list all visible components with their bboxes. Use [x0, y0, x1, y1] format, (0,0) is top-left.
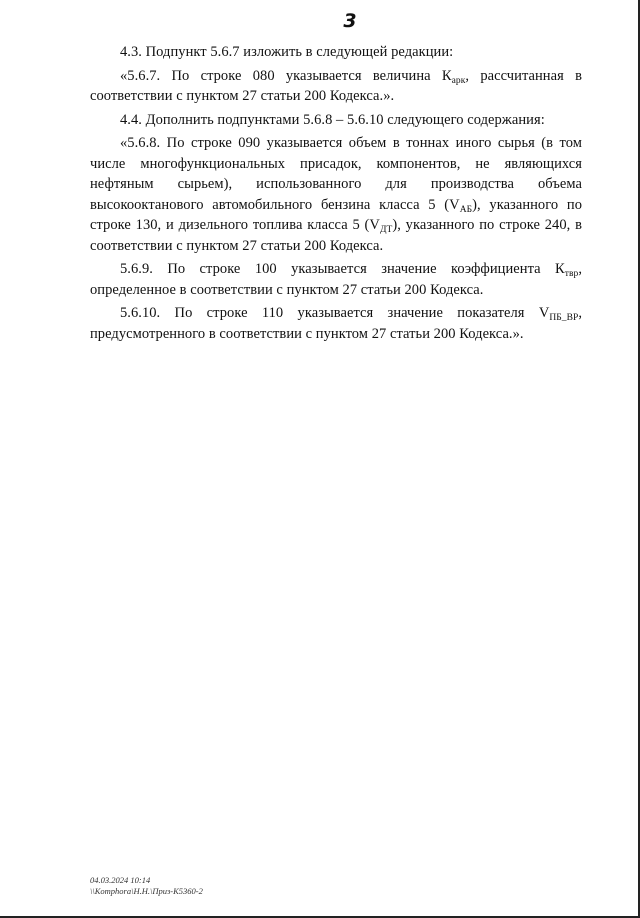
subscript: ПБ_ВР: [549, 313, 579, 323]
paragraph-4-3: [90, 42, 582, 63]
paragraph-5-6-10: [90, 303, 582, 344]
paragraph-5-6-9: [90, 259, 582, 300]
paragraph-text: «5.6.8. По строке 090 указывается объем в тоннах иного сырья (в том числе многофункциональных присадок, компонентов, не являющихся нефтяным сырьем), использованного для производства объема высокооктанового автомобильного бензина класса 5 (V: [90, 135, 582, 213]
paragraph-text: , предусмотренного в соответствии с пунктом 27 статьи 200 Кодекса.».: [90, 305, 582, 342]
paragraph-4-4: [90, 110, 582, 131]
paragraph-text: 4.3. Подпункт 5.6.7 изложить в следующей редакции:: [120, 44, 454, 60]
paragraph-text: , рассчитанная в соответствии с пунктом 27 статьи 200 Кодекса.».: [90, 67, 582, 104]
paragraph-5-6-7: [90, 66, 582, 107]
document-body: [90, 42, 582, 347]
subscript: твр: [564, 269, 579, 279]
footer-file-path: \\Komphora\Н.Н.\Приз-К5360-2: [90, 886, 203, 896]
subscript: АБ: [459, 204, 473, 215]
subscript: ДТ: [379, 225, 393, 235]
document-footer: [90, 875, 203, 897]
paragraph-text: 5.6.9. По строке 100 указывается значение коэффициента К: [120, 261, 565, 277]
footer-timestamp: 04.03.2024 10:14: [90, 875, 151, 885]
paragraph-text: 4.4. Дополнить подпунктами 5.6.8 – 5.6.10 следующего содержания:: [120, 111, 545, 128]
paragraph-text: 5.6.10. По строке 110 указывается значение показателя V: [120, 305, 550, 321]
paragraph-text: ), указанного по строке 130, и дизельного топлива класса 5 (V: [90, 196, 582, 233]
page-number: 3: [343, 10, 357, 32]
paragraph-text: ), указанного по строке 240, в соответствии с пунктом 27 статьи 200 Кодекса.: [90, 217, 582, 254]
paragraph-text: , определенное в соответствии с пунктом 27 статьи 200 Кодекса.: [90, 261, 582, 298]
paragraph-text: «5.6.7. По строке 080 указывается величина К: [120, 67, 452, 84]
paragraph-5-6-8: [90, 133, 582, 256]
subscript: арк: [451, 75, 466, 86]
